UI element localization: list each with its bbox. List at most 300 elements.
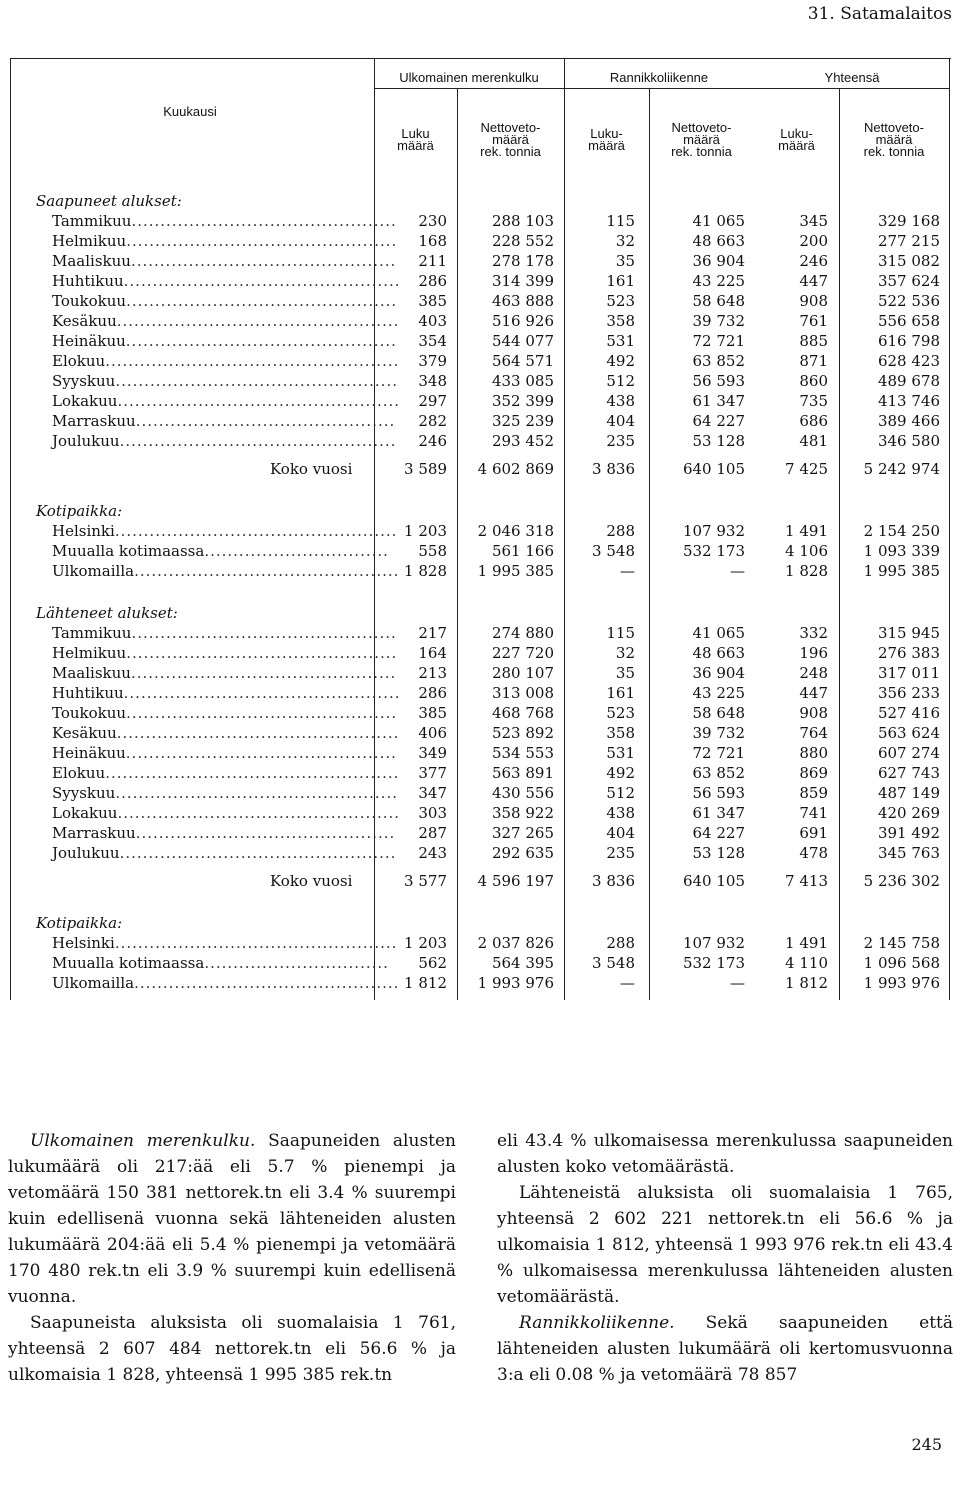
table-cell: 420 269 <box>877 804 940 822</box>
sub-header-1-line-0: Nettoveto- <box>480 120 541 135</box>
table-cell: 107 932 <box>682 934 745 952</box>
table-cell: 287 <box>418 824 447 842</box>
row-label <box>52 844 396 862</box>
table-rule-v-major-0 <box>10 58 11 1000</box>
table-cell: 358 922 <box>491 804 554 822</box>
row-label <box>52 352 399 370</box>
table-cell: 487 149 <box>877 784 940 802</box>
leader-dots: ............................................. <box>135 412 396 430</box>
table-cell: 741 <box>799 804 828 822</box>
table-cell: 871 <box>799 352 828 370</box>
table-cell: 58 648 <box>692 292 745 310</box>
sub-header-3-line-0: Nettoveto- <box>671 120 732 135</box>
table-cell: 628 423 <box>877 352 940 370</box>
table-cell: 908 <box>799 292 828 310</box>
table-cell: 35 <box>615 252 635 270</box>
table-cell: 293 452 <box>491 432 554 450</box>
leader-dots: ................................................. <box>116 312 400 330</box>
table-cell: 869 <box>799 764 828 782</box>
section-title-kotipaikka-2: Kotipaikka: <box>36 914 123 932</box>
table-cell: 1 491 <box>785 934 828 952</box>
table-cell: 880 <box>799 744 828 762</box>
table-cell: 406 <box>418 724 447 742</box>
sub-header-4-line-0: Luku- <box>780 126 813 141</box>
row-label-text: Tammikuu <box>52 212 132 230</box>
row-label-text: Helsinki <box>52 522 115 540</box>
table-cell: 463 888 <box>491 292 554 310</box>
table-cell: 292 635 <box>491 844 554 862</box>
table-cell: 63 852 <box>692 764 745 782</box>
table-cell: — <box>620 974 635 992</box>
table-cell: 764 <box>799 724 828 742</box>
table-cell: 532 173 <box>682 542 745 560</box>
row-label <box>52 664 396 682</box>
table-cell: 1 995 385 <box>477 562 554 580</box>
table-cell: 32 <box>615 232 635 250</box>
table-cell: 56 593 <box>692 784 745 802</box>
section-title-lahteneet: Lähteneet alukset: <box>36 604 178 622</box>
sub-header-0-line-0: Luku <box>401 126 430 141</box>
leader-dots: ................................................ <box>123 684 401 702</box>
row-label-text: Helmikuu <box>52 232 127 250</box>
table-cell: 1 491 <box>785 522 828 540</box>
row-label <box>52 684 401 702</box>
table-cell: 286 <box>418 272 447 290</box>
table-cell: 516 926 <box>491 312 554 330</box>
table-cell: 1 812 <box>785 974 828 992</box>
row-label <box>52 312 399 330</box>
row-label-text: Muualla kotimaassa <box>52 542 205 560</box>
table-cell: — <box>730 562 745 580</box>
leader-dots: .............................................. <box>130 252 397 270</box>
table-cell: 347 <box>418 784 447 802</box>
group-header-0: Ulkomainen merenkulku <box>399 70 539 85</box>
table-cell: 2 145 758 <box>863 934 940 952</box>
body-text-left-column <box>8 1128 456 1388</box>
table-cell: 1 096 568 <box>863 954 940 972</box>
table-cell: 385 <box>418 292 447 310</box>
leader-dots: ................................ <box>204 954 389 972</box>
total-cell: 7 425 <box>785 460 828 478</box>
row-label <box>52 644 397 662</box>
table-cell: 348 <box>418 372 447 390</box>
row-label <box>52 974 399 992</box>
leader-dots: ................................................. <box>116 724 400 742</box>
leader-dots: ............................................... <box>126 644 398 662</box>
table-cell: 1 203 <box>404 522 447 540</box>
leader-dots: .............................................. <box>131 624 397 642</box>
table-cell: 1 995 385 <box>863 562 940 580</box>
row-label <box>52 704 397 722</box>
row-label <box>52 624 397 642</box>
row-label <box>52 252 396 270</box>
table-cell: 447 <box>799 684 828 702</box>
row-label <box>52 292 397 310</box>
table-cell: 354 <box>418 332 447 350</box>
row-label-text: Elokuu <box>52 352 106 370</box>
table-cell: 346 580 <box>877 432 940 450</box>
table-cell: 276 383 <box>877 644 940 662</box>
table-cell: 563 624 <box>877 724 940 742</box>
table-cell: 200 <box>799 232 828 250</box>
row-label-text: Tammikuu <box>52 624 132 642</box>
table-cell: 53 128 <box>692 844 745 862</box>
leader-dots: ................................................ <box>123 272 401 290</box>
paragraph-lead: Ulkomainen merenkulku. <box>30 1131 256 1151</box>
table-cell: 430 556 <box>491 784 554 802</box>
table-cell: 404 <box>606 824 635 842</box>
row-label <box>52 744 397 762</box>
table-cell: 48 663 <box>692 232 745 250</box>
table-cell: 556 658 <box>877 312 940 330</box>
total-cell: 5 236 302 <box>863 872 940 890</box>
group-header-2: Yhteensä <box>824 70 880 85</box>
table-cell: 228 552 <box>491 232 554 250</box>
table-cell: 352 399 <box>491 392 554 410</box>
table-cell: 561 166 <box>491 542 554 560</box>
table-cell: 885 <box>799 332 828 350</box>
table-cell: 686 <box>799 412 828 430</box>
table-cell: 1 828 <box>404 562 447 580</box>
row-label <box>52 954 389 972</box>
row-label-text: Syyskuu <box>52 372 116 390</box>
row-label <box>52 804 400 822</box>
row-label-text: Lokakuu <box>52 392 118 410</box>
table-cell: 413 746 <box>877 392 940 410</box>
row-label <box>52 392 400 410</box>
page-number: 245 <box>911 1435 942 1454</box>
row-label-text: Marraskuu <box>52 412 136 430</box>
row-label <box>52 272 401 290</box>
row-label <box>52 562 399 580</box>
table-cell: 196 <box>799 644 828 662</box>
table-cell: 314 399 <box>491 272 554 290</box>
row-label-text: Maaliskuu <box>52 664 131 682</box>
table-cell: 235 <box>606 432 635 450</box>
table-cell: 246 <box>418 432 447 450</box>
table-cell: 1 093 339 <box>863 542 940 560</box>
table-cell: 246 <box>799 252 828 270</box>
leader-dots: ................................ <box>204 542 389 560</box>
leader-dots: ................................................ <box>119 432 397 450</box>
leader-dots: .............................................. <box>130 664 397 682</box>
table-cell: 72 721 <box>692 744 745 762</box>
table-cell: 385 <box>418 704 447 722</box>
table-cell: 1 812 <box>404 974 447 992</box>
table-cell: 761 <box>799 312 828 330</box>
sub-header-3-line-2: rek. tonnia <box>671 144 732 159</box>
table-cell: 438 <box>606 392 635 410</box>
body-text-right-column <box>497 1128 953 1388</box>
table-cell: 288 <box>606 934 635 952</box>
leader-dots: ............................................... <box>125 744 397 762</box>
table-cell: 489 678 <box>877 372 940 390</box>
table-cell: 217 <box>418 624 447 642</box>
row-label <box>52 232 397 250</box>
section-title-saapuneet: Saapuneet alukset: <box>36 192 182 210</box>
row-label <box>52 934 397 952</box>
sub-header-5-line-1: määrä <box>875 132 913 147</box>
table-cell: 433 085 <box>491 372 554 390</box>
table-cell: 115 <box>606 212 635 230</box>
total-row-label: Koko vuosi <box>270 460 353 478</box>
table-cell: 438 <box>606 804 635 822</box>
table-cell: 404 <box>606 412 635 430</box>
table-cell: 522 536 <box>877 292 940 310</box>
table-cell: 389 466 <box>877 412 940 430</box>
row-label-text: Maaliskuu <box>52 252 131 270</box>
row-label-text: Toukokuu <box>52 704 127 722</box>
paragraph <box>497 1310 953 1388</box>
row-label <box>52 724 399 742</box>
total-cell: 3 589 <box>404 460 447 478</box>
table-cell: 735 <box>799 392 828 410</box>
table-cell: 1 993 976 <box>477 974 554 992</box>
row-label <box>52 542 389 560</box>
table-cell: 523 892 <box>491 724 554 742</box>
row-label-text: Joulukuu <box>52 844 120 862</box>
row-label-text: Kesäkuu <box>52 724 117 742</box>
row-label-text: Lokakuu <box>52 804 118 822</box>
table-cell: 332 <box>799 624 828 642</box>
group-header-1: Rannikkoliikenne <box>609 70 709 85</box>
total-cell: 640 105 <box>682 872 745 890</box>
row-label-text: Helsinki <box>52 934 115 952</box>
sub-header-2-line-0: Luku- <box>590 126 623 141</box>
table-cell: 39 732 <box>692 724 745 742</box>
table-cell: 107 932 <box>682 522 745 540</box>
section-title-kotipaikka-1: Kotipaikka: <box>36 502 123 520</box>
row-label <box>52 332 397 350</box>
table-cell: 492 <box>606 764 635 782</box>
table-cell: 325 239 <box>491 412 554 430</box>
table-cell: 164 <box>418 644 447 662</box>
row-label-text: Muualla kotimaassa <box>52 954 205 972</box>
table-cell: 447 <box>799 272 828 290</box>
paragraph <box>8 1310 456 1388</box>
table-rule-v-major-3 <box>949 58 950 1000</box>
table-cell: 41 065 <box>692 624 745 642</box>
table-cell: 481 <box>799 432 828 450</box>
table-cell: 859 <box>799 784 828 802</box>
paragraph-body: eli 43.4 % ulkomaisessa merenkulussa saapuneiden alusten koko vetomäärästä. <box>497 1131 953 1177</box>
table-cell: 345 763 <box>877 844 940 862</box>
leader-dots: ................................................ <box>119 844 397 862</box>
table-cell: 1 993 976 <box>863 974 940 992</box>
table-cell: 227 720 <box>491 644 554 662</box>
table-cell: 248 <box>799 664 828 682</box>
paragraph <box>497 1180 953 1310</box>
row-label-text: Huhtikuu <box>52 684 124 702</box>
paragraph <box>497 1128 953 1180</box>
table-rule-v-major-2 <box>564 58 565 1000</box>
table-cell: 1 828 <box>785 562 828 580</box>
table-cell: — <box>730 974 745 992</box>
leader-dots: ................................................. <box>115 784 398 802</box>
paragraph-body: Saapuneiden alusten lukumäärä oli 217:ää eli 5.7 % pienempi ja vetomäärä 150 381 nettorek.tn eli 3.4 % suurempi kuin edellisenä vuonna sekä lähteneiden alusten lukumäärä 204:ää eli 5.4 % pienempi ja vetomäärä 170 480 rek.tn eli 3.9 % suurempi kuin edellisenä vuonna. <box>8 1131 457 1307</box>
table-cell: 379 <box>418 352 447 370</box>
table-cell: 315 945 <box>877 624 940 642</box>
table-cell: 63 852 <box>692 352 745 370</box>
row-label <box>52 784 398 802</box>
row-label-text: Ulkomailla <box>52 974 135 992</box>
paragraph-body: Saapuneista aluksista oli suomalaisia 1 761, yhteensä 2 607 484 nettorek.tn eli 56.6 % ja ulkomaisia 1 828, yhteensä 1 995 385 rek.tn <box>8 1313 456 1385</box>
table-cell: 564 571 <box>491 352 554 370</box>
table-cell: 280 107 <box>491 664 554 682</box>
table-cell: 36 904 <box>692 252 745 270</box>
total-cell: 3 836 <box>592 460 635 478</box>
table-cell: 558 <box>418 542 447 560</box>
sub-header-5-line-0: Nettoveto- <box>864 120 924 135</box>
table-cell: 534 553 <box>491 744 554 762</box>
row-label <box>52 522 397 540</box>
leader-dots: ............................................... <box>126 232 398 250</box>
row-label-text: Elokuu <box>52 764 106 782</box>
table-cell: 3 548 <box>592 542 635 560</box>
table-cell: 391 492 <box>877 824 940 842</box>
leader-dots: ............................................. <box>135 824 396 842</box>
leader-dots: .............................................. <box>131 212 397 230</box>
table-cell: 313 008 <box>491 684 554 702</box>
table-cell: 161 <box>606 272 635 290</box>
table-top-rule <box>10 58 951 59</box>
statistics-table <box>10 58 951 1000</box>
table-rule-group <box>374 88 950 89</box>
leader-dots: ................................................. <box>117 392 401 410</box>
column-header-kuukausi: Kuukausi <box>163 104 217 119</box>
table-cell: 908 <box>799 704 828 722</box>
leader-dots: ................................................. <box>114 934 398 952</box>
table-cell: 2 046 318 <box>477 522 554 540</box>
table-cell: 512 <box>606 784 635 802</box>
paragraph-body: Sekä saapuneiden että lähteneiden alusten lukumäärä oli kertomusvuonna 3:a eli 0.08 % ja vetomäärä 78 857 <box>497 1313 953 1385</box>
table-cell: 531 <box>606 332 635 350</box>
table-cell: 43 225 <box>692 272 745 290</box>
sub-header-4-line-1: määrä <box>778 138 815 153</box>
table-cell: 115 <box>606 624 635 642</box>
table-cell: 527 416 <box>877 704 940 722</box>
table-cell: 357 624 <box>877 272 940 290</box>
total-cell: 5 242 974 <box>863 460 940 478</box>
table-cell: 3 548 <box>592 954 635 972</box>
table-cell: 4 106 <box>785 542 828 560</box>
table-cell: 274 880 <box>491 624 554 642</box>
table-cell: 43 225 <box>692 684 745 702</box>
table-cell: 53 128 <box>692 432 745 450</box>
table-cell: 329 168 <box>877 212 940 230</box>
table-cell: 161 <box>606 684 635 702</box>
row-label <box>52 824 395 842</box>
table-cell: 403 <box>418 312 447 330</box>
row-label-text: Helmikuu <box>52 644 127 662</box>
total-cell: 3 836 <box>592 872 635 890</box>
total-row-label: Koko vuosi <box>270 872 353 890</box>
table-cell: 523 <box>606 292 635 310</box>
table-cell: 1 203 <box>404 934 447 952</box>
table-cell: 230 <box>418 212 447 230</box>
table-cell: 358 <box>606 724 635 742</box>
table-cell: 278 178 <box>491 252 554 270</box>
table-cell: 288 103 <box>491 212 554 230</box>
row-label-text: Heinäkuu <box>52 332 126 350</box>
table-cell: 523 <box>606 704 635 722</box>
table-cell: — <box>620 562 635 580</box>
total-cell: 4 596 197 <box>477 872 554 890</box>
table-cell: 286 <box>418 684 447 702</box>
table-cell: 72 721 <box>692 332 745 350</box>
table-cell: 627 743 <box>877 764 940 782</box>
sub-header-0-line-1: määrä <box>397 138 434 153</box>
row-label <box>52 412 395 430</box>
table-cell: 531 <box>606 744 635 762</box>
leader-dots: ................................................. <box>114 522 398 540</box>
leader-dots: ............................................... <box>125 332 397 350</box>
row-label-text: Heinäkuu <box>52 744 126 762</box>
paragraph <box>8 1128 456 1310</box>
table-cell: 168 <box>418 232 447 250</box>
total-cell: 640 105 <box>682 460 745 478</box>
table-cell: 213 <box>418 664 447 682</box>
sub-header-2-line-1: määrä <box>588 138 625 153</box>
table-cell: 544 077 <box>491 332 554 350</box>
table-cell: 35 <box>615 664 635 682</box>
row-label-text: Kesäkuu <box>52 312 117 330</box>
table-cell: 36 904 <box>692 664 745 682</box>
table-cell: 512 <box>606 372 635 390</box>
table-rule-head-bottom <box>374 183 950 184</box>
row-label-text: Syyskuu <box>52 784 116 802</box>
leader-dots: ............................................... <box>126 292 398 310</box>
row-label <box>52 372 398 390</box>
total-cell: 7 413 <box>785 872 828 890</box>
table-cell: 2 154 250 <box>863 522 940 540</box>
table-cell: 492 <box>606 352 635 370</box>
table-cell: 315 082 <box>877 252 940 270</box>
table-cell: 297 <box>418 392 447 410</box>
table-cell: 377 <box>418 764 447 782</box>
table-cell: 61 347 <box>692 392 745 410</box>
row-label-text: Joulukuu <box>52 432 120 450</box>
table-cell: 4 110 <box>785 954 828 972</box>
row-label <box>52 764 399 782</box>
table-cell: 2 037 826 <box>477 934 554 952</box>
table-cell: 327 265 <box>491 824 554 842</box>
table-cell: 349 <box>418 744 447 762</box>
leader-dots: ................................................. <box>115 372 398 390</box>
row-label-text: Toukokuu <box>52 292 127 310</box>
table-cell: 607 274 <box>877 744 940 762</box>
sub-header-1-line-2: rek. tonnia <box>480 144 541 159</box>
row-label <box>52 432 396 450</box>
table-cell: 56 593 <box>692 372 745 390</box>
table-cell: 61 347 <box>692 804 745 822</box>
table-cell: 303 <box>418 804 447 822</box>
table-cell: 562 <box>418 954 447 972</box>
sub-header-1-line-1: määrä <box>492 132 529 147</box>
leader-dots: ............................................... <box>126 704 398 722</box>
table-cell: 277 215 <box>877 232 940 250</box>
paragraph-body: Lähteneistä aluksista oli suomalaisia 1 765, yhteensä 2 602 221 nettorek.tn eli 56.6 % ja ulkomaisia 1 812, yhteensä 1 993 976 rek.tn eli 43.4 % ulkomaisessa merenkulussa lähteneiden alusten vetomäärästä. <box>497 1183 953 1307</box>
table-cell: 860 <box>799 372 828 390</box>
table-cell: 345 <box>799 212 828 230</box>
sub-header-5-line-2: rek. tonnia <box>863 144 925 159</box>
sub-header-3-line-1: määrä <box>683 132 720 147</box>
table-cell: 564 395 <box>491 954 554 972</box>
total-cell: 3 577 <box>404 872 447 890</box>
total-rule-top <box>374 864 950 865</box>
table-cell: 468 768 <box>491 704 554 722</box>
table-cell: 317 011 <box>877 664 940 682</box>
